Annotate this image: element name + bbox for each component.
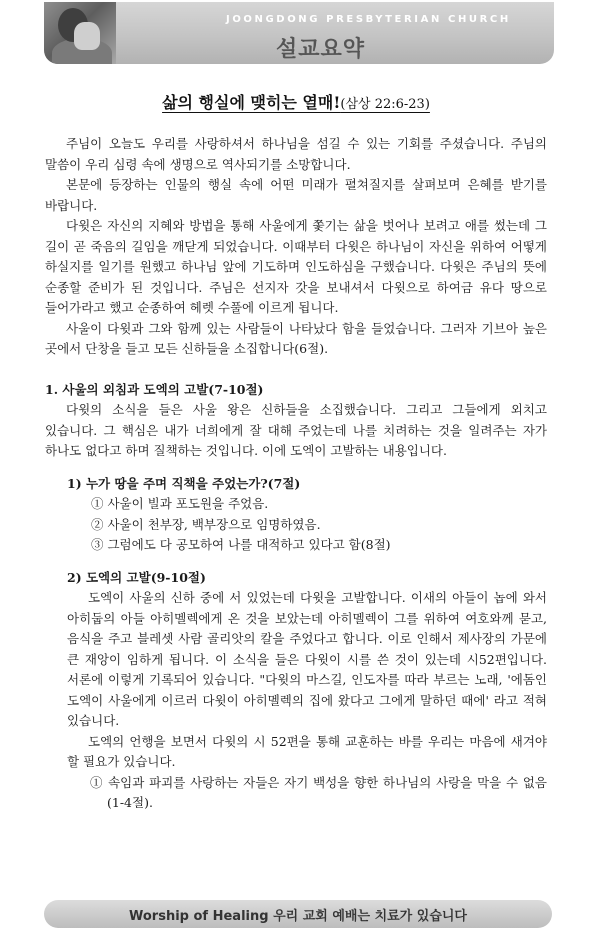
header-banner [44,2,554,64]
list-item: ③ 그럼에도 다 공모하여 나를 대적하고 있다고 함(8절) [91,537,391,552]
subsection-paragraph: 도엑이 사울의 신하 중에 서 있었는데 다윗을 고발합니다. 이새의 아들이 놉에 와서 아히둡의 아들 아히멜렉에게 온 것을 보았는데 아히멜렉이 그를 위하여 여호와께 묻고, 음식을 주고 블레셋 사람 골리앗의 칼을 주었다고 합니다. 이로 인해서 제사장의 가문에 큰 재앙이 임하게 됩니다. 이 소식을 들은 다윗이 시를 쓴 것이 있는데 시52편입니다. 서론에 이렇게 기록되어 있습니다. "다윗의 마스길, 인도자를 따라 부르는 노래, '에돔인 도엑이 사울에게 이르러 다윗이 아히멜렉의 집에 왔다고 그에게 말하던 때에' 라고 적혀 있습니다. [67,590,547,728]
subsection-heading: 2) 도엑의 고발(9-10절) [67,569,206,585]
section-paragraph: 다윗의 소식을 들은 사울 왕은 신하들을 소집했습니다. 그리고 그들에게 외치고 있습니다. 그 핵심은 내가 너희에게 잘 대해 주었는데 나를 치려하는 것을 일려주는 자가 하나도 없다고 하며 질책하는 것입니다. 이에 도엑이 고발하는 내용입니다. [45,402,547,458]
list-item: ① 사울이 빌과 포도원을 주었음. [91,496,269,511]
list-item: ② 사울이 천부장, 백부장으로 임명하였음. [91,516,321,532]
footer-text: Worship of Healing 우리 교회 예배는 치료가 있습니다 [129,908,467,924]
list-item: ① 속임과 파괴를 사랑하는 자들은 자기 백성을 향한 하나님의 사랑을 막을 수 없음(1-4절). [90,774,547,810]
section-title: 설교요약 [276,37,366,62]
scripture-reference: (삼상 22:6-23) [340,97,430,112]
intro-paragraph: 사울이 다윗과 그와 함께 있는 사람들이 나타났다 함을 들었습니다. 그러자 기브아 높은 곳에서 단창을 들고 모든 신하들을 소집합니다(6절). [45,320,547,356]
church-name: JOONGDONG PRESBYTERIAN CHURCH [226,14,511,25]
subsection-heading: 1) 누가 땅을 주며 직책을 주었는가?(7절) [67,475,301,491]
intro-paragraph: 주님이 오늘도 우리를 사랑하셔서 하나님을 섬길 수 있는 기회를 주셨습니다. 주님의 말씀이 우리 심령 속에 생명으로 역사되기를 소망합니다. [45,136,547,172]
intro-paragraph: 다윗은 자신의 지혜와 방법을 통해 사울에게 쫓기는 삶을 벗어나 보려고 애를 썼는데 그 길이 곧 죽음의 길임을 깨닫게 되었습니다. 이때부터 다윗은 하나님이 자신을 위하여 어떻게 하실지를 일기를 원했고 하나님 앞에 기도하며 인도하심을 구했습니다. 다윗은 주님의 뜻에 순종할 준비가 된 것입니다. 주님은 선지자 갓을 보내셔서 다윗으로 하여금 유다 땅으로 들어가라고 했고 순종하여 헤렛 수풀에 이르게 됩니다. [45,218,547,315]
footer-banner [44,900,552,928]
sermon-title [0,90,592,113]
section-heading: 1. 사울의 외침과 도엑의 고발(7-10절) [45,381,264,397]
sermon-body [45,134,547,814]
subsection-paragraph: 도엑의 언행을 보면서 다윗의 시 52편을 통해 교훈하는 바를 우리는 마음에 새겨야 할 필요가 있습니다. [67,733,547,769]
intro-paragraph: 본문에 등장하는 인물의 행실 속에 어떤 미래가 펼쳐질지를 살펴보며 은혜를 받기를 바랍니다. [45,177,547,213]
sermon-title-text: 삶의 행실에 맺히는 열매! [162,93,341,112]
praying-person-photo [44,2,116,64]
